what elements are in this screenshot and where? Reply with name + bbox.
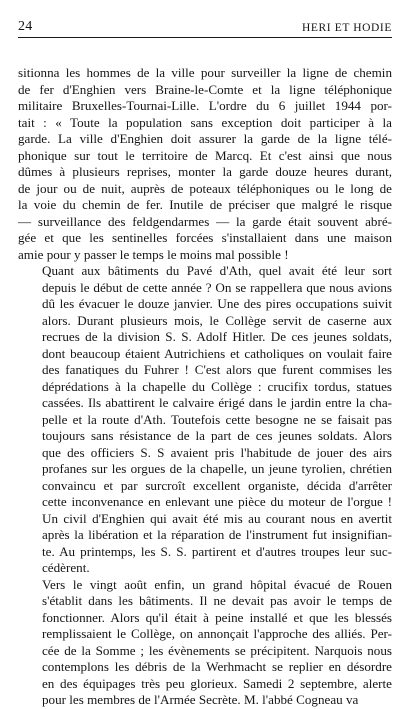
page-number: 24 [18,19,33,34]
text-line: pour les membres de l'Armée Secrète. M. l'abbé Cogneau va [42,692,359,707]
text-line: cédèrent. [42,560,90,575]
text-line: que des officiers S. S avaient pris l'habitude de jouer des airs [42,444,392,460]
running-title: HERI ET HODIE [302,22,392,34]
text-line: cette inconvenance en enlevant une pièce du moteur de l'orgue ! [42,494,392,509]
text-line: depuis le début de cette année ? On se rappellera que nous avions [42,279,392,295]
text-line: la voie du chemin de fer. Inutile de préciser que malgré le risque [18,197,392,212]
text-line: fonctionner. Alors qu'il était à peine installé et que les blessés [42,609,392,625]
text-line: de fer d'Enghien vers Braine-le-Comte et la ligne téléphonique [18,81,392,97]
text-line: contemplons les débris de la Werhmacht se replier en désordre [42,659,392,674]
text-line: Quant aux bâtiments du Pavé d'Ath, quel avait été leur sort [42,263,392,278]
text-line: toujours sans résistance de la part de ces jeunes soldats. Alors [42,428,392,443]
text-line: remplissaient le Collège, on annonçait l'approche des alliés. Per- [42,626,392,641]
page-header [18,19,392,38]
text-line: sitionna les hommes de la ville pour surveiller la ligne de chemin [18,65,392,80]
text-line: des fanatiques du Fuhrer ! C'est alors que furent commises les [42,362,392,377]
text-line: convaincu et par surcroît excellent organiste, décida d'arrêter [42,477,392,493]
text-line: phonique sur tout le territoire de Marcq. Et c'est ainsi que nous [18,147,392,163]
text-line: garde. La ville d'Enghien doit assurer la garde de la ligne télé- [18,131,392,146]
text-line: s'établit dans les bâtiments. Il ne devait pas avoir le temps de [42,593,392,608]
text-line: dont beaucoup étaient Autrichiens et catholiques on voulait faire [42,345,392,361]
text-line: cée de la Somme ; les évènements se précipitent. Narquois nous [42,642,392,658]
text-line: Un civil d'Enghien qui avait été mis au courant nous en avertit [42,510,392,526]
text-line: déprédations à la chapelle du Collège : crucifix tordus, statues [42,378,392,394]
text-line: te. Au printemps, les S. S. partirent et d'autres troupes leur suc- [42,543,392,559]
text-line: recrues de la division S. S. Adolf Hitler. De ces jeunes soldats, [42,329,392,344]
text-line: dû les évacuer le douze janvier. Une des pires occupations suivit [42,296,392,311]
text-line: pelle et la route d'Ath. Toutefois cette besogne ne se faisait pas [42,411,392,427]
text-line: amie pour y passer le temps le moins mal possible ! [18,246,289,262]
text-line: gée et que les sentinelles forcées s'installaient dans une maison [18,230,392,245]
paragraph [18,577,392,709]
text-line: dûmes à plusieurs reprises, monter la garde douze heures durant, [18,164,392,179]
text-line: Vers le vingt août enfin, un grand hôpital évacué de Rouen [42,576,392,592]
text-line: de jour ou de nuit, auprès de poteaux téléphoniques ou le long de [18,180,392,196]
text-line: en des équipages très peu glorieux. Samedi 2 septembre, alerte [42,675,392,691]
text-line: profanes sur les orgues de la chapelle, un jeune tyrolien, chrétien [42,461,392,476]
paragraph [18,263,392,577]
text-line: cassées. Ils abattirent le calvaire érigé dans le jardin entre la cha- [42,395,392,410]
text-line: alors. Durant plusieurs mois, le Collège servit de caserne aux [42,312,392,328]
paragraph [18,65,392,263]
text-line: — surveillance des feldgendarmes — la garde était souvent abré- [18,213,392,229]
body-text [18,65,392,709]
text-line: après la libération et la réparation de l'instrument fut insignifian- [42,527,392,542]
text-line: tait : « Toute la population sans exception doit participer à la [18,114,392,130]
text-line: militaire Bruxelles-Tournai-Lille. L'ordre du 6 juillet 1944 por- [18,98,392,113]
